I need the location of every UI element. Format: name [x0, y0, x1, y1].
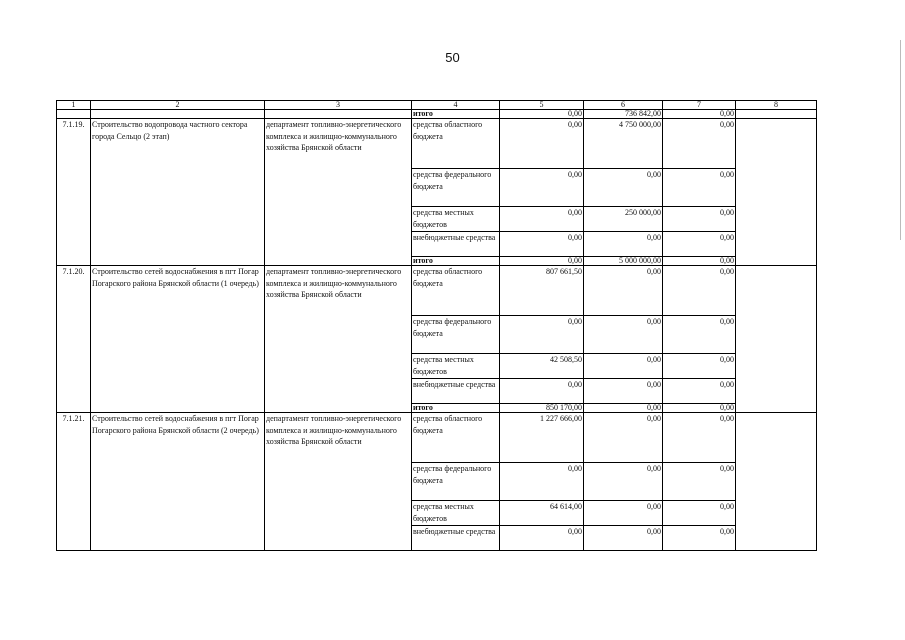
table-row [57, 119, 817, 169]
column-header: 4 [412, 101, 500, 110]
amount-col5: 0,00 [500, 379, 584, 404]
empty-cell [265, 110, 412, 119]
amount-col7: 0,00 [663, 169, 736, 207]
funding-source: средства местных бюджетов [412, 207, 500, 232]
total-label: итого [412, 110, 500, 119]
item-department: департамент топливно-энергетического комплекса и жилищно-коммунального хозяйства Брянской области [265, 413, 412, 551]
item-code: 7.1.21. [57, 413, 91, 551]
empty-cell [91, 110, 265, 119]
amount-col7: 0,00 [663, 501, 736, 526]
funding-source: средства областного бюджета [412, 119, 500, 169]
amount-col7: 0,00 [663, 110, 736, 119]
amount-col7: 0,00 [663, 526, 736, 551]
amount-col6: 0,00 [584, 379, 663, 404]
item-name: Строительство сетей водоснабжения в пгт Погар Погарского района Брянской области (1 очередь) [91, 266, 265, 413]
total-label: итого [412, 257, 500, 266]
amount-col5: 42 508,50 [500, 354, 584, 379]
amount-col6: 0,00 [584, 413, 663, 463]
funding-source: средства федерального бюджета [412, 316, 500, 354]
column-header: 1 [57, 101, 91, 110]
amount-col5: 0,00 [500, 526, 584, 551]
column-header: 5 [500, 101, 584, 110]
amount-col6: 4 750 000,00 [584, 119, 663, 169]
amount-col6: 0,00 [584, 463, 663, 501]
item-name: Строительство сетей водоснабжения в пгт Погар Погарского района Брянской области (2 очередь) [91, 413, 265, 551]
amount-col6: 5 000 000,00 [584, 257, 663, 266]
amount-col7: 0,00 [663, 207, 736, 232]
funding-source: внебюджетные средства [412, 379, 500, 404]
amount-col5: 64 614,00 [500, 501, 584, 526]
table-row [57, 266, 817, 316]
column-header: 2 [91, 101, 265, 110]
table-row [57, 413, 817, 463]
amount-col6: 736 842,00 [584, 110, 663, 119]
amount-col7: 0,00 [663, 316, 736, 354]
amount-col5: 0,00 [500, 207, 584, 232]
funding-source: средства местных бюджетов [412, 501, 500, 526]
amount-col6: 0,00 [584, 526, 663, 551]
column-header-row [57, 101, 817, 110]
column-header: 3 [265, 101, 412, 110]
empty-cell [57, 110, 91, 119]
amount-col6: 0,00 [584, 404, 663, 413]
item-department: департамент топливно-энергетического комплекса и жилищно-коммунального хозяйства Брянской области [265, 119, 412, 266]
amount-col6: 0,00 [584, 354, 663, 379]
page-number: 50 [445, 50, 460, 65]
funding-source: средства федерального бюджета [412, 169, 500, 207]
amount-col6: 0,00 [584, 501, 663, 526]
amount-col7: 0,00 [663, 257, 736, 266]
scan-edge-mark [900, 40, 901, 240]
column-header: 8 [736, 101, 817, 110]
amount-col5: 0,00 [500, 316, 584, 354]
amount-col5: 0,00 [500, 232, 584, 257]
amount-col7: 0,00 [663, 463, 736, 501]
amount-col5: 0,00 [500, 119, 584, 169]
amount-col7: 0,00 [663, 354, 736, 379]
amount-col6: 0,00 [584, 266, 663, 316]
column-header: 6 [584, 101, 663, 110]
amount-col7: 0,00 [663, 404, 736, 413]
carry-over-total-row [57, 110, 817, 119]
item-code: 7.1.19. [57, 119, 91, 266]
item-code: 7.1.20. [57, 266, 91, 413]
empty-cell [736, 110, 817, 119]
funding-source: средства областного бюджета [412, 413, 500, 463]
empty-cell [736, 266, 817, 413]
funding-source: средства местных бюджетов [412, 354, 500, 379]
funding-source: внебюджетные средства [412, 526, 500, 551]
empty-cell [736, 119, 817, 266]
funding-source: средства областного бюджета [412, 266, 500, 316]
amount-col5: 0,00 [500, 169, 584, 207]
amount-col7: 0,00 [663, 413, 736, 463]
amount-col6: 250 000,00 [584, 207, 663, 232]
column-header: 7 [663, 101, 736, 110]
total-label: итого [412, 404, 500, 413]
amount-col5: 0,00 [500, 257, 584, 266]
funding-source: средства федерального бюджета [412, 463, 500, 501]
amount-col7: 0,00 [663, 119, 736, 169]
funding-source: внебюджетные средства [412, 232, 500, 257]
amount-col5: 807 661,50 [500, 266, 584, 316]
item-department: департамент топливно-энергетического комплекса и жилищно-коммунального хозяйства Брянской области [265, 266, 412, 413]
item-name: Строительство водопровода частного сектора города Сельцо (2 этап) [91, 119, 265, 266]
amount-col5: 0,00 [500, 110, 584, 119]
funding-table [56, 100, 817, 551]
amount-col6: 0,00 [584, 169, 663, 207]
amount-col7: 0,00 [663, 232, 736, 257]
amount-col5: 1 227 666,00 [500, 413, 584, 463]
amount-col6: 0,00 [584, 232, 663, 257]
amount-col6: 0,00 [584, 316, 663, 354]
amount-col5: 0,00 [500, 463, 584, 501]
amount-col7: 0,00 [663, 266, 736, 316]
amount-col5: 850 170,00 [500, 404, 584, 413]
empty-cell [736, 413, 817, 551]
amount-col7: 0,00 [663, 379, 736, 404]
